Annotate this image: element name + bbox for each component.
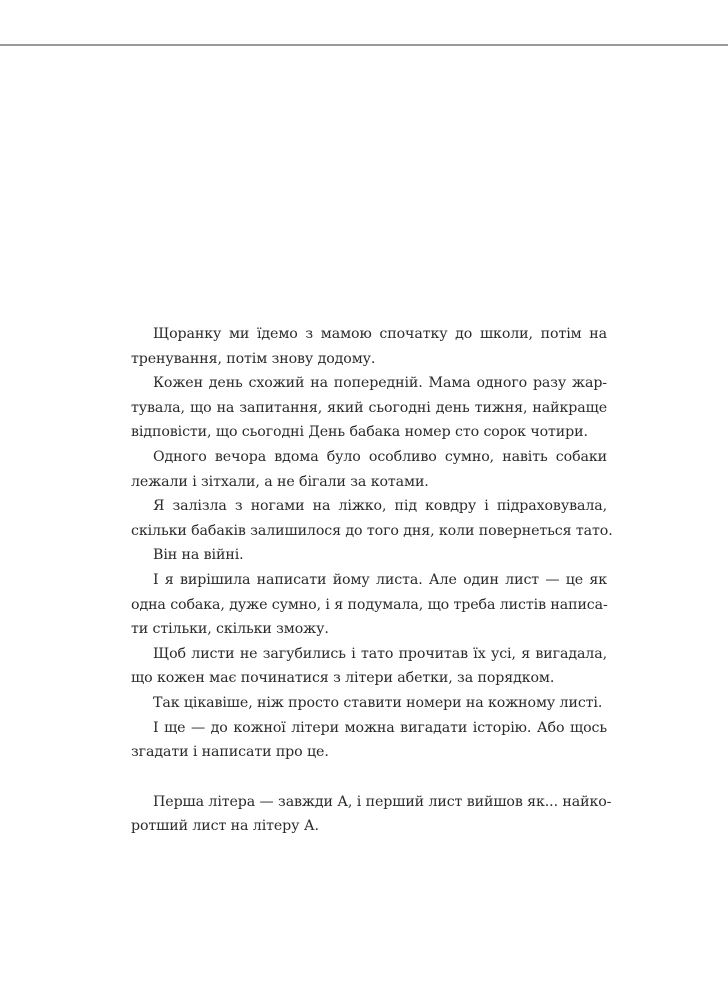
text-line: Щоранку ми їдемо з мамою спочатку до школи, потім на: [153, 326, 607, 342]
paragraph: [131, 543, 607, 568]
text-line: Він на війні.: [153, 547, 244, 564]
paragraph: [131, 494, 613, 543]
paragraph-gap: [131, 765, 607, 790]
paragraph: [131, 642, 607, 691]
text-line: що кожен має починатися з літери абетки, за порядком.: [131, 670, 555, 687]
text-line: одна собака, дуже сумно, і я подумала, що треба листів написа-: [131, 596, 608, 613]
top-divider: [0, 44, 728, 46]
text-line: І ще — до кожної літери можна вигадати історію. Або щось: [153, 719, 607, 736]
text-line: скільки бабаків залишилося до того дня, коли повернеться тато.: [131, 522, 613, 539]
text-line: І я вирішила написати йому листа. Але один лист — це як: [153, 571, 607, 588]
text-line: Щоб листи не загубились і тато прочитав їх усі, я вигадала,: [153, 645, 607, 662]
paragraph: [131, 790, 612, 839]
text-line: Одного вечора вдома було особливо сумно, навіть собаки: [153, 448, 607, 465]
paragraph: [131, 568, 607, 642]
text-line: тувала, що на запитання, який сьогодні день тижня, найкраще: [131, 399, 607, 416]
story-text: [131, 322, 613, 839]
text-line: Кожен день схожий на попередній. Мама одного разу жар-: [153, 375, 607, 392]
text-line: тренування, потім знову додому.: [131, 350, 376, 367]
text-line: ротший лист на літеру А.: [131, 818, 319, 835]
paragraph: [131, 371, 607, 445]
text-line: згадати і написати про це.: [131, 744, 329, 761]
text-line: лежали і зітхали, а не бігали за котами.: [131, 473, 429, 490]
paragraph: [131, 716, 607, 765]
text-line: Перша літера — завжди А, і перший лист вийшов як... найко-: [153, 793, 612, 810]
paragraph: [131, 445, 607, 494]
paragraph: [131, 322, 607, 371]
text-line: відповісти, що сьогодні День бабака номер сто сорок чотири.: [131, 424, 588, 441]
text-line: Так цікавіше, ніж просто ставити номери на кожному листі.: [153, 694, 603, 711]
text-line: ти стільки, скільки зможу.: [131, 621, 329, 638]
paragraph: [131, 691, 607, 716]
text-line: Я залізла з ногами на ліжко, під ковдру і підраховувала,: [153, 498, 607, 515]
